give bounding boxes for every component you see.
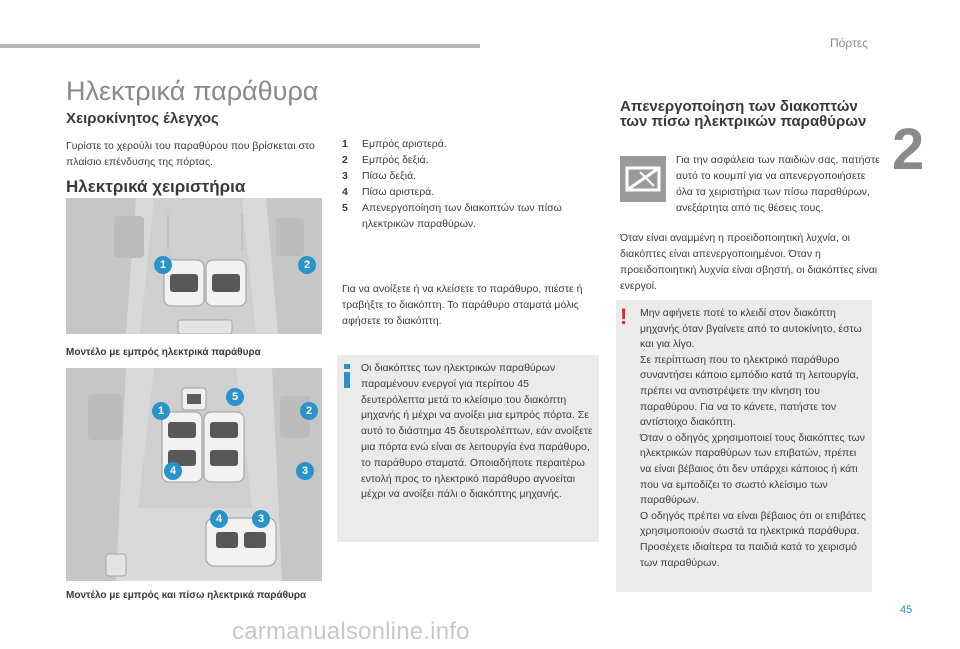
- warning-lamp-text: Όταν είναι αναμμένη η προειδοποιητική λυχνία, οι διακόπτες είναι απενεργοποιημένοι. Όταν η προειδοποιητική λυχνία είναι σβηστή, οι διακόπτες είναι ενεργοί.: [620, 232, 878, 292]
- header-rule: [0, 44, 480, 48]
- warning-icon: !: [620, 304, 628, 329]
- page-number: 45: [900, 604, 913, 616]
- badge-1: [154, 256, 172, 274]
- list-item: [342, 136, 606, 152]
- list-number: 3: [342, 170, 348, 182]
- child-lock-button-icon: [620, 156, 666, 202]
- badge-label: 2: [300, 402, 318, 420]
- chapter-number: 2: [892, 117, 925, 182]
- page-title: Ηλεκτρικά παράθυρα: [66, 76, 319, 106]
- badge-2: [300, 402, 318, 420]
- badge-label: 4: [210, 510, 228, 528]
- warning-text: Μην αφήνετε ποτέ το κλειδί στον διακόπτη μηχανής όταν βγαίνετε από το αυτοκίνητο, έστω και για λίγο. Σε περίπτωση που το ηλεκτρικό παράθυρο συναντήσει κάποιο εμπόδιο κατά τη λειτουργία, πρέπει να αντιστρέψετε την κίνηση του παραθύρου. Για να το κάνετε, πατήστε τον αντίστοιχο διακόπτη. Όταν ο οδηγός χρησιμοποιεί τους διακόπτες των ηλεκτρικών παραθύρων των επιβατών, πρέπει να είναι βέβαιος ότι δεν υπάρχει κάποιος ή κάτι που να εμποδίζει το σωστό κλείσιμο των παραθύρων. Ο οδηγός πρέπει να είναι βέβαιος ότι οι επιβάτες χρησιμοποιούν σωστά τα ηλεκτρικά παράθυρα. Προσέχετε ιδιαίτερα τα παιδιά κατά το χειρισμό των παραθύρων.: [640, 307, 866, 569]
- list-number: 5: [342, 202, 348, 214]
- badge-5: [226, 388, 244, 406]
- info-box: [337, 355, 599, 542]
- list-item: [342, 152, 606, 168]
- badge-label: 3: [252, 510, 270, 528]
- badge-label: 4: [164, 462, 182, 480]
- badge-label: 5: [226, 388, 244, 406]
- front-window-switches-photo: [66, 198, 322, 334]
- info-icon: [343, 364, 351, 388]
- badge-3-rear: [252, 510, 270, 528]
- list-text: Απενεργοποίηση των διακοπτών των πίσω ηλεκτρικών παραθύρων.: [362, 202, 562, 230]
- list-item: [342, 200, 606, 232]
- badge-4: [164, 462, 182, 480]
- front-rear-window-switches-photo: [66, 368, 322, 581]
- operation-text: Για να ανοίξετε ή να κλείσετε το παράθυρο, πιέστε ή τραβήξτε το διακόπτη. Το παράθυρο σταματά μόλις αφήσετε το διακόπτη.: [342, 283, 583, 327]
- caption-front-only: Μοντέλο με εμπρός ηλεκτρικά παράθυρα: [66, 347, 261, 358]
- warning-box: [616, 300, 872, 592]
- badge-1: [152, 402, 170, 420]
- electric-controls-heading: Ηλεκτρικά χειριστήρια: [66, 177, 246, 196]
- watermark: carmanualsonline.info: [232, 618, 470, 645]
- list-number: 4: [342, 186, 348, 198]
- badge-label: 1: [154, 256, 172, 274]
- badge-label: 1: [152, 402, 170, 420]
- child-lock-text: Για την ασφάλεια των παιδιών σας, πατήστε αυτό το κουμπί για να απενεργοποιήσετε όλα τα χειριστήρια των πίσω παραθύρων, ανεξάρτητα από τις θέσεις τους.: [676, 154, 880, 214]
- info-text: Οι διακόπτες των ηλεκτρικών παραθύρων παραμένουν ενεργοί για περίπου 45 δευτερόλεπτα μετά το κλείσιμο του διακόπτη μηχανής ή μέχρι να ανοίξει μια εμπρός πόρτα. Σε αυτό το διάστημα 45 δευτερολέπτων, εάν ανοίξετε μια πόρτα ενώ είναι σε λειτουργία ένα παράθυρο, το παράθυρο σταματά. Οποιαδήποτε περαιτέρω εντολή προς το ηλεκτρικό παράθυρο αγνοείται μέχρι να ανοίξει πάλι ο διακόπτης μηχανής.: [361, 362, 593, 501]
- rear-lock-heading: Απενεργοποίηση των διακοπτών των πίσω ηλεκτρικών παραθύρων: [620, 98, 867, 130]
- running-title: Πόρτες: [830, 36, 868, 50]
- list-number: 2: [342, 154, 348, 166]
- manual-control-text: Γυρίστε το χερούλι του παραθύρου που βρίσκεται στο πλαίσιο επένδυσης της πόρτας.: [66, 140, 315, 168]
- list-number: 1: [342, 138, 348, 150]
- badge-3: [296, 462, 314, 480]
- list-text: Πίσω αριστερά.: [362, 186, 435, 198]
- list-text: Πίσω δεξιά.: [362, 170, 417, 182]
- list-item: [342, 184, 606, 200]
- list-text: Εμπρός αριστερά.: [362, 138, 447, 150]
- list-item: [342, 168, 606, 184]
- manual-control-heading: Χειροκίνητος έλεγχος: [66, 110, 219, 127]
- badge-label: 2: [298, 256, 316, 274]
- badge-4-rear: [210, 510, 228, 528]
- switch-list: [342, 136, 606, 232]
- caption-front-and-rear: Μοντέλο με εμπρός και πίσω ηλεκτρικά παράθυρα: [66, 590, 307, 601]
- list-text: Εμπρός δεξιά.: [362, 154, 429, 166]
- badge-2: [298, 256, 316, 274]
- badge-label: 3: [296, 462, 314, 480]
